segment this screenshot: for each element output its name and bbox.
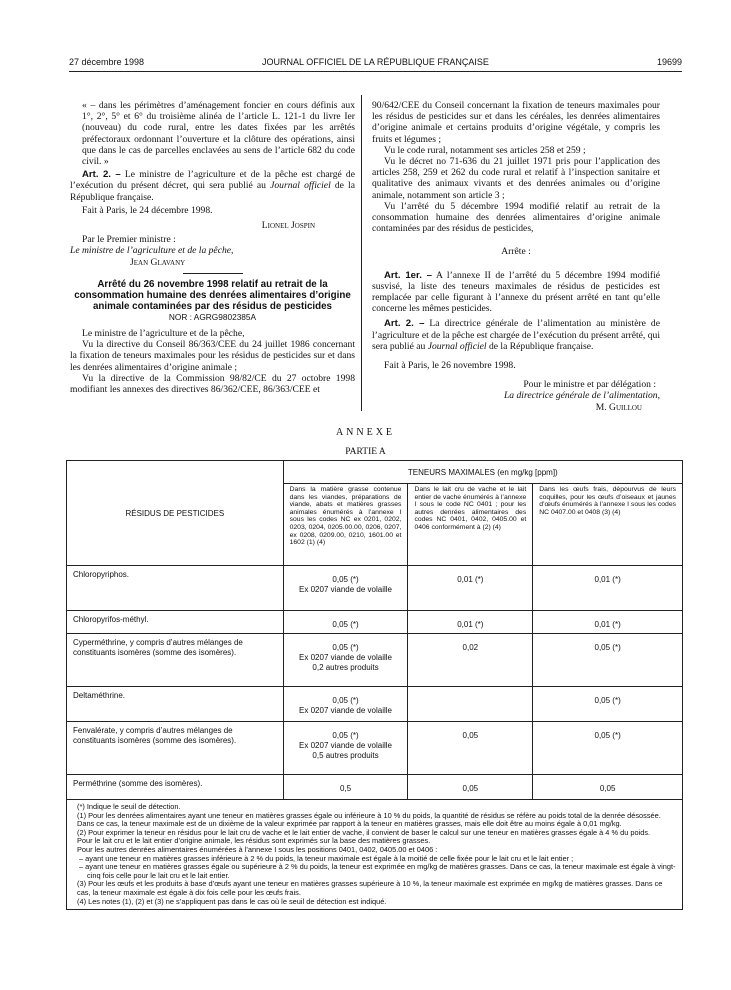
column-header-residus: RÉSIDUS DE PESTICIDES — [67, 461, 284, 566]
value-oeufs: 0,05 (*) — [533, 722, 683, 775]
directrice-title: La directrice générale de l’alimentation, — [503, 390, 660, 402]
value-lait: 0,05 — [408, 775, 533, 800]
table-row — [67, 566, 683, 611]
table-notes — [67, 800, 683, 910]
arrete-article-2 — [372, 318, 660, 352]
value-oeufs: 0,01 (*) — [533, 566, 683, 611]
table-note: (2) Pour exprimer la teneur en résidus pour le lait cru de vache et le lait entier de vache, il convient de baser le calcul sur une teneur en matières grasses égale à 4 % du poids. — [77, 827, 651, 837]
value-oeufs: 0,05 (*) — [533, 634, 683, 687]
value-line: 0,05 (*) — [332, 731, 359, 740]
left-column — [70, 100, 355, 395]
table-note: (1) Pour les denrées alimentaires ayant une teneur en matières grasses égale ou inférieure à 10 % du poids, la quantité de résidus se réfère au poids total de la denrée désossée. Dans ce cas, la teneur maximale est de un dixième de la valeur exprimée par rapport à la teneur en matières grasses, mais elle doit être au moins égale à 0,01 mg/kg. — [77, 810, 661, 829]
article-label: Art. 2. – — [82, 169, 121, 181]
table-row — [67, 611, 683, 634]
residue-name: Chloropyriphos. — [67, 566, 284, 611]
signature-intro: Par le Premier ministre : — [82, 234, 176, 246]
value-line: Ex 0207 viande de volaille — [299, 741, 392, 750]
arrete-visa-1: Le ministre de l’agriculture et de la pêche, — [82, 328, 245, 340]
pesticide-residue-table — [66, 460, 683, 910]
arrete-visa-3-cont: 90/642/CEE du Conseil concernant la fixation de teneurs maximales pour les résidus de pesticides sur et dans les céréales, les denrées alimentaires d’origine animale et certains produits d’origine végétale, y compris les fruits et légumes ; — [372, 100, 660, 145]
delegation-line: Pour le ministre et par délégation : — [523, 379, 656, 391]
article-text: A l’annexe II de l’arrêté du 5 décembre 1994 modifié susvisé, la liste des teneurs maximales de résidus de pesticides est remplacée par celle figurant à l’annexe du présent arrêté en tant qu’elle concerne les mêmes pesticides. — [372, 269, 661, 315]
value-line: 0,2 autres produits — [312, 663, 379, 672]
value-oeufs: 0,05 — [533, 775, 683, 800]
table-notes-row — [67, 800, 683, 910]
table-note: Pour le lait cru et le lait entier d’origine animale, les résidus sont exprimés sur la base des matières grasses. — [77, 836, 431, 846]
arrete-visa-2: Vu la directive du Conseil 86/363/CEE du 24 juillet 1986 concernant la fixation de teneurs maximales pour les résidus de pesticides sur et dans les denrées alimentaires d’origine animale ; — [70, 339, 355, 373]
section-separator — [183, 273, 243, 274]
arrete-visa-5: Vu le décret no 71-636 du 21 juillet 1971 pris pour l’application des articles 258, 259 et 262 du code rural et relatif à l’inspection sanitaire et qualitative des animaux vivants et des denrées animales ou d’origine animale, notamment son article 3 ; — [372, 156, 660, 201]
table-note: Pour les autres denrées alimentaires énumérées à l’annexe I sous les positions 0401, 0402, 0405.00 et 0406 : — [77, 844, 438, 854]
value-viandes — [283, 611, 408, 634]
table-note: – ayant une teneur en matières grasses égale ou supérieure à 2 % du poids, la teneur est exprimée en mg/kg de matières grasses. Dans ce cas, la teneur maximale est égale à vingt-cinq fois celle pour le lait cru et le lait entier. — [79, 862, 676, 880]
article-label: Art. 2. – — [384, 318, 425, 330]
right-column — [372, 100, 660, 413]
subheader-oeufs: Dans les œufs frais, dépourvus de leurs coquilles, pour les œufs d’oiseaux et jaunes d’œufs énumérés à l’annexe I sous les codes NC 0407.00 et 0408 (3) (4) — [533, 484, 683, 566]
value-viandes — [283, 722, 408, 775]
signature-minister: Jean Glavany — [130, 256, 186, 268]
article-text-end: de la République française. — [486, 340, 594, 352]
decree-article-2 — [70, 169, 355, 203]
header-page-number: 19699 — [656, 57, 682, 67]
table-note: (3) Pour les œufs et les produits à base d’œufs ayant une teneur en matières grasses supérieure à 10 %, la teneur maximale est exprimée en mg/kg de matières grasses. Dans ce cas, la teneur maximale est égale à dix fois celle pour les œufs frais. — [77, 879, 663, 897]
table-note: (*) Indique le seuil de détection. — [77, 802, 181, 811]
journal-officiel-ref: Journal officiel — [270, 180, 331, 192]
column-header-teneurs: TENEURS MAXIMALES (en mg/kg [ppm]) — [283, 461, 682, 484]
signature-directrice: M. Guillou — [595, 401, 642, 413]
value-viandes — [283, 775, 408, 800]
article-text: Le ministre de l’agriculture et de la pêche est chargé de l’exécution du présent décret, qui sera publié au — [70, 169, 355, 192]
residue-name: Deltaméthrine. — [67, 687, 284, 722]
value-line: 0,05 (*) — [332, 620, 359, 629]
article-label: Art. 1er. – — [384, 269, 432, 281]
table-row — [67, 775, 683, 800]
arrete-article-1 — [372, 270, 660, 315]
table-note: – ayant une teneur en matières grasses inférieure à 2 % du poids, la teneur maximale est égale à la moitié de celle fixée pour le lait cru et le lait entier ; — [79, 853, 574, 863]
column-divider — [361, 95, 362, 411]
decree-quote: « – dans les périmètres d’aménagement foncier en cours définis aux 1°, 2°, 5° et 6° du troisième alinéa de l’article L. 121-1 du livre Ier (nouveau) du code rural, entre les dates fixées par les arrêtés préfectoraux ordonnant l’ouverture et la clôture des opérations, ainsi que dans le cas de parcelles enclavées au sens de l’article 682 du code civil. » — [82, 100, 355, 168]
table-row — [67, 687, 683, 722]
table-header-row — [67, 461, 683, 484]
arrete-visa-3: Vu la directive de la Commission 98/82/CE du 27 octobre 1998 modifiant les annexes des directives 86/362/CEE, 86/363/CEE et — [70, 372, 355, 396]
value-line: Ex 0207 viande de volaille — [299, 706, 392, 715]
page-header — [69, 57, 682, 69]
signature-prime-minister: Lionel Jospin — [261, 220, 315, 232]
arrete-title: Arrêté du 26 novembre 1998 relatif au retrait de la consommation humaine des denrées alimentaires d’origine animale contaminées par des résidus de pesticides — [74, 278, 351, 312]
partie-title: PARTIE A — [345, 447, 386, 457]
arrete-visa-4: Vu le code rural, notamment ses articles 258 et 259 ; — [384, 144, 586, 156]
subheader-lait: Dans le lait cru de vache et le lait entier de vache énumérés à l’annexe I sous le code NC 0401 ; pour les autres denrées alimentaires des codes NC 0401, 0402, 0405.00 et 0406 conformément à (2) (4) — [408, 484, 533, 566]
value-line: 0,5 autres produits — [312, 751, 379, 760]
value-lait: 0,05 — [408, 722, 533, 775]
value-lait — [408, 687, 533, 722]
table-row — [67, 634, 683, 687]
residue-name: Perméthrine (somme des isomères). — [67, 775, 284, 800]
table-row — [67, 722, 683, 775]
value-line: Ex 0207 viande de volaille — [299, 653, 392, 662]
header-journal: JOURNAL OFFICIEL DE LA RÉPUBLIQUE FRANÇAISE — [262, 57, 489, 67]
value-viandes — [283, 634, 408, 687]
header-rule — [69, 71, 682, 72]
residue-name: Chloropyrifos-méthyl. — [67, 611, 284, 634]
value-line: 0,05 (*) — [332, 575, 359, 584]
value-oeufs: 0,05 (*) — [533, 687, 683, 722]
article-text: La directrice générale de l’alimentation au ministère de l’agriculture et de la pêche est chargée de l’exécution du présent arrêté, qui sera publié au — [372, 318, 660, 352]
decree-date: Fait à Paris, le 24 décembre 1998. — [82, 204, 213, 216]
value-viandes — [283, 687, 408, 722]
subheader-viandes: Dans la matière grasse contenue dans les viandes, préparations de viande, abats et matières grasses animales énumérés à l’annexe I sous les codes NC ex 0201, 0202, 0203, 0204, 0205.00.00, 0206, 0207, ex 0208, 0209.00, 0210, 1601.00 et 1602 (1) (4) — [283, 484, 408, 566]
value-line: 0,05 (*) — [332, 643, 359, 652]
table-note: (4) Les notes (1), (2) et (3) ne s’appliquent pas dans le cas où le seuil de détection est indiqué. — [77, 896, 387, 906]
value-viandes — [283, 566, 408, 611]
value-oeufs: 0,01 (*) — [533, 611, 683, 634]
arrete-visa-6: Vu l’arrêté du 5 décembre 1994 modifié relatif au retrait de la consommation humaine des denrées alimentaires d’origine animale contaminées par des résidus de pesticides, — [372, 200, 660, 235]
arrete-heading: Arrête : — [501, 246, 531, 258]
annexe-title: ANNEXE — [335, 427, 396, 438]
value-lait: 0,01 (*) — [408, 611, 533, 634]
value-line: 0,5 — [339, 784, 352, 793]
value-line: 0,05 (*) — [332, 696, 359, 705]
value-lait: 0,01 (*) — [408, 566, 533, 611]
value-line: Ex 0207 viande de volaille — [299, 585, 392, 594]
arrete-date: Fait à Paris, le 26 novembre 1998. — [384, 360, 516, 372]
residue-name: Cyperméthrine, y compris d’autres mélanges de constituants isomères (somme des isomères). — [67, 634, 284, 687]
journal-officiel-ref: Journal officiel — [427, 340, 487, 352]
residue-name: Fenvalérate, y compris d’autres mélanges de constituants isomères (somme des isomères). — [67, 722, 284, 775]
value-lait: 0,02 — [408, 634, 533, 687]
nor-reference: NOR : AGRG9802385A — [168, 311, 257, 322]
article-text-end: de la République française. — [70, 180, 355, 203]
header-date: 27 décembre 1998 — [69, 57, 145, 67]
minister-title: Le ministre de l’agriculture et de la pêche, — [70, 245, 234, 257]
